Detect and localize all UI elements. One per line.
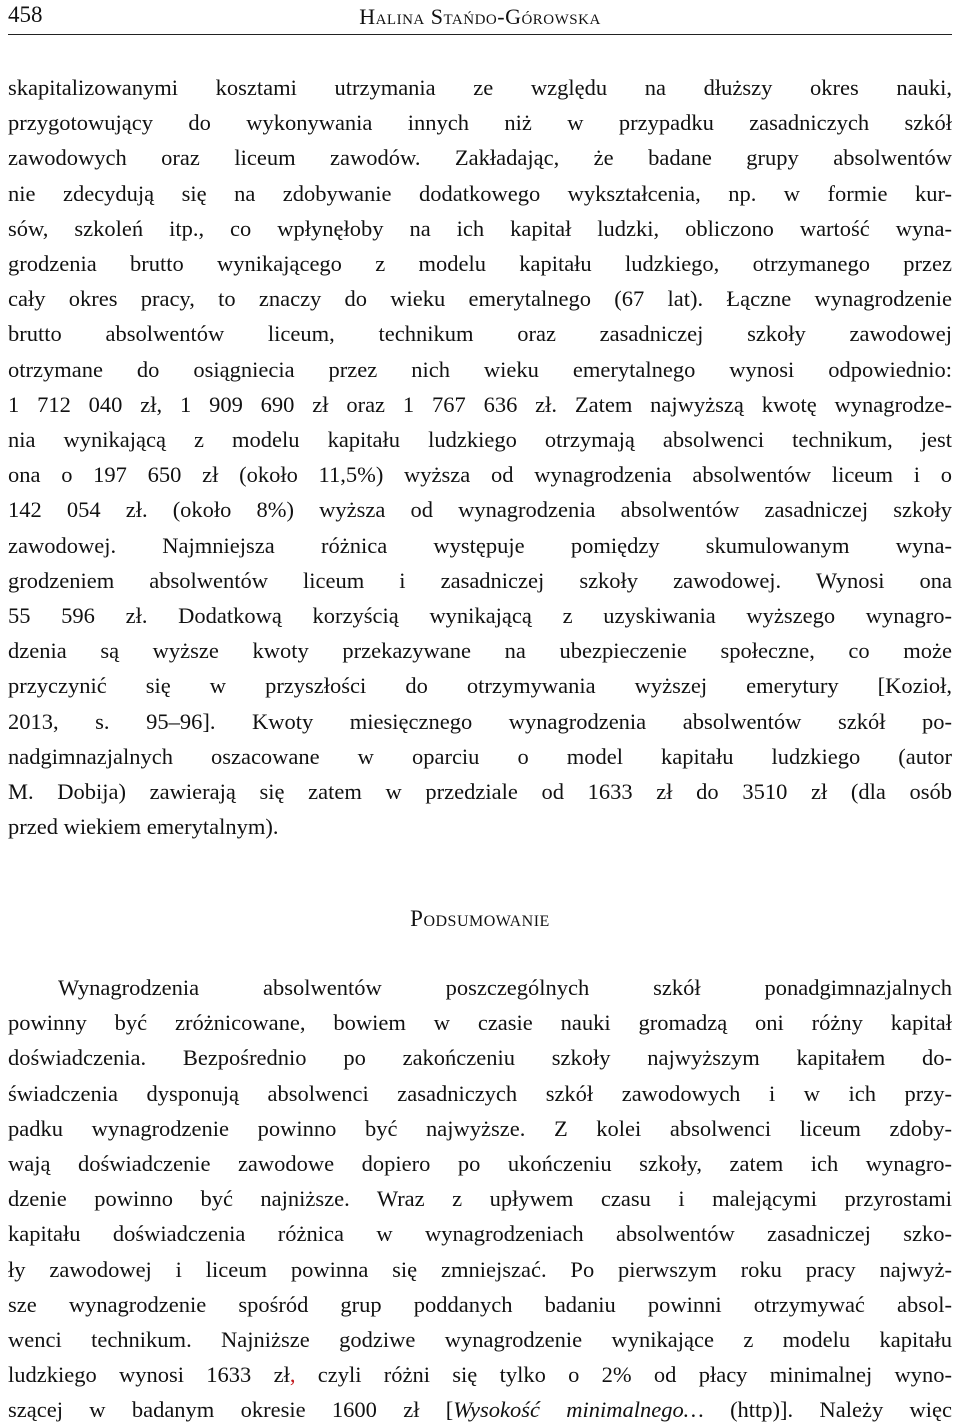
running-head: Halina Stańdo-Górowska <box>359 4 601 29</box>
text-line: przed wiekiem emerytalnym). <box>8 814 279 840</box>
text-line: Wynagrodzenia absolwentów poszczególnych szkół ponadgimnazjalnych <box>58 975 952 1000</box>
text-line: zawodowej. Najmniejsza różnica występuje pomiędzy skumulowanym wyna- <box>8 532 952 558</box>
text-line: brutto absolwentów liceum, technikum oraz zasadniczej szkoły zawodowej <box>8 321 952 347</box>
text-line: wenci technikum. Najniższe godziwe wynagrodzenie wynikające z modelu kapitału <box>8 1327 952 1353</box>
text-line <box>8 1357 952 1392</box>
text-fragment: czyli różni się tylko o 2% od płacy minimalnej wyno- <box>295 1362 952 1388</box>
text-line: 2013, s. 95–96]. Kwoty miesięcznego wynagrodzenia absolwentów szkół po- <box>8 708 952 734</box>
text-line: 1 712 040 zł, 1 909 690 zł oraz 1 767 636 zł. Zatem najwyższą kwotę wynagrodze- <box>8 391 952 417</box>
text-fragment: szącej w badanym okresie 1600 zł [ <box>8 1397 454 1423</box>
text-line: 55 596 zł. Dodatkową korzyścią wynikającą z uzyskiwania wyższego wynagro- <box>8 603 952 629</box>
text-line: grodzeniem absolwentów liceum i zasadniczej szkoły zawodowej. Wynosi ona <box>8 567 952 593</box>
text-fragment: (http)]. Należy więc <box>703 1397 952 1423</box>
text-line: cały okres pracy, to znaczy do wieku emerytalnego (67 lat). Łączne wynagrodzenie <box>8 286 952 312</box>
text-line: 142 054 zł. (około 8%) wyższa od wynagrodzenia absolwentów zasadniczej szkoły <box>8 497 952 523</box>
text-fragment: ludzkiego wynosi 1633 zł <box>8 1362 290 1388</box>
paragraph-2 <box>8 970 952 1428</box>
citation-title: Wysokość minimalnego… <box>453 1397 704 1423</box>
text-line: padku wynagrodzenie powinno być najwyższe. Z kolei absolwenci liceum zdoby- <box>8 1115 952 1141</box>
text-line: przygotowujący do wykonywania innych niż w przypadku zasadniczych szkół <box>8 110 952 136</box>
text-line: dzenia są wyższe kwoty przekazywane na ubezpieczenie społeczne, co może <box>8 638 952 664</box>
page-number: 458 <box>8 2 43 27</box>
text-line: sów, szkoleń itp., co wpłynęłoby na ich kapitał ludzki, obliczono wartość wyna- <box>8 215 952 241</box>
text-line: dzenie powinno być najniższe. Wraz z upływem czasu i malejącymi przyrostami <box>8 1186 952 1212</box>
highlighted-comma: , <box>289 1362 296 1388</box>
text-line: grodzenia brutto wynikającego z modelu kapitału ludzkiego, otrzymanego przez <box>8 251 952 277</box>
text-line: ły zawodowej i liceum powinna się zmniejszać. Po pierwszym roku pracy najwyż- <box>8 1256 952 1282</box>
text-line: doświadczenia. Bezpośrednio po zakończeniu szkoły najwyższym kapitałem do- <box>8 1045 952 1071</box>
text-line: ona o 197 650 zł (około 11,5%) wyższa od wynagrodzenia absolwentów liceum i o <box>8 462 952 488</box>
paragraph-1 <box>8 70 952 844</box>
text-line: przyczynić się w przyszłości do otrzymywania wyższej emerytury [Kozioł, <box>8 673 952 699</box>
text-line: zawodowych oraz liceum zawodów. Zakładając, że badane grupy absolwentów <box>8 145 952 171</box>
text-line: świadczenia dysponują absolwenci zasadniczych szkół zawodowych i w ich przy- <box>8 1080 952 1106</box>
text-line: skapitalizowanymi kosztami utrzymania ze względu na dłuższy okres nauki, <box>8 75 952 100</box>
text-line: nie zdecydują się na zdobywanie dodatkowego wykształcenia, np. w formie kur- <box>8 180 952 206</box>
text-line: nia wynikającą z modelu kapitału ludzkiego otrzymają absolwenci technikum, jest <box>8 427 952 453</box>
text-line: kapitału doświadczenia różnica w wynagrodzeniach absolwentów zasadniczej szko- <box>8 1221 952 1247</box>
text-line <box>8 1392 952 1427</box>
text-line: M. Dobija) zawierają się zatem w przedziale od 1633 zł do 3510 zł (dla osób <box>8 779 952 805</box>
text-line: sze wynagrodzenie spośród grup poddanych badaniu powinni otrzymywać absol- <box>8 1291 952 1317</box>
section-heading: Podsumowanie <box>410 906 550 931</box>
text-line: otrzymane do osiągniecia przez nich wieku emerytalnego wynosi odpowiednio: <box>8 356 952 382</box>
page-header <box>8 0 952 35</box>
text-line: nadgimnazjalnych oszacowane w oparciu o model kapitału ludzkiego (autor <box>8 743 952 769</box>
text-line: powinny być zróżnicowane, bowiem w czasie nauki gromadzą oni różny kapitał <box>8 1010 952 1036</box>
text-line: wają doświadczenie zawodowe dopiero po ukończeniu szkoły, zatem ich wynagro- <box>8 1151 952 1177</box>
